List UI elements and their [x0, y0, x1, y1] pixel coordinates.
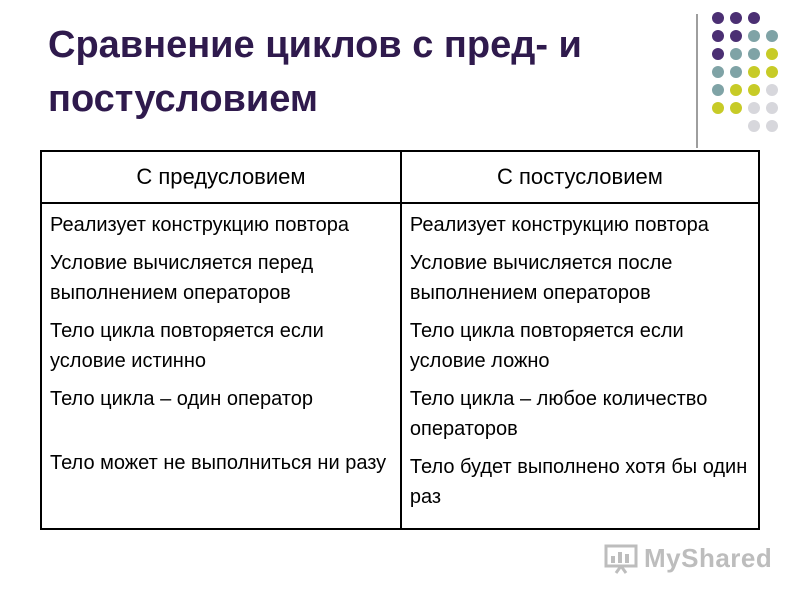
- decor-dot: [766, 48, 778, 60]
- decor-dot: [748, 120, 760, 132]
- table-row: [41, 203, 759, 529]
- logo-text: MyShared: [644, 542, 773, 573]
- list-item: Условие вычисляется после выполнением операторов: [409, 252, 673, 304]
- decor-dot: [766, 120, 778, 132]
- decor-dot: [712, 30, 724, 42]
- decor-dot: [748, 12, 760, 24]
- decor-dot: [766, 30, 778, 42]
- slide-title: Сравнение циклов с пред- и постусловием: [48, 24, 582, 120]
- decor-dot: [748, 48, 760, 60]
- column-pre-cell: [41, 203, 401, 529]
- decor-dot: [730, 66, 742, 78]
- decor-dot: [730, 12, 742, 24]
- column-header-pre: С предусловием: [41, 151, 401, 203]
- column-post-cell: [401, 203, 759, 529]
- decor-dot: [766, 102, 778, 114]
- list-item: Реализует конструкцию повтора: [409, 214, 709, 236]
- list-item: Тело цикла повторяется если условие ложно: [409, 320, 684, 372]
- list-item: Тело цикла – любое количество операторов: [409, 388, 708, 440]
- decor-dot: [712, 66, 724, 78]
- decor-dot: [712, 84, 724, 96]
- comparison-table: [40, 150, 760, 530]
- decor-dot: [748, 102, 760, 114]
- list-item: Реализует конструкцию повтора: [50, 214, 350, 236]
- list-item: Тело может не выполниться ни разу: [50, 452, 387, 474]
- decor-dot: [748, 84, 760, 96]
- decor-dot: [766, 84, 778, 96]
- myshared-logo: [604, 540, 774, 576]
- decor-dot: [712, 12, 724, 24]
- table-header-row: [41, 151, 759, 203]
- decor-dot: [712, 102, 724, 114]
- decor-dot: [730, 30, 742, 42]
- list-item: Тело будет выполнено хотя бы один раз: [409, 456, 748, 508]
- column-header-post: С постусловием: [401, 151, 759, 203]
- list-item: Тело цикла повторяется если условие истинно: [50, 320, 324, 372]
- list-item: Тело цикла – один оператор: [50, 388, 313, 410]
- decor-dot: [730, 84, 742, 96]
- decor-dot: [730, 102, 742, 114]
- decor-dot: [730, 48, 742, 60]
- decor-dot: [766, 66, 778, 78]
- decor-dot: [712, 48, 724, 60]
- list-item: Условие вычисляется перед выполнением операторов: [50, 252, 314, 304]
- decor-dot: [748, 30, 760, 42]
- decorative-dot-grid: [708, 12, 778, 132]
- spacer: [50, 422, 392, 448]
- title-divider-line: [696, 14, 698, 148]
- decor-dot: [748, 66, 760, 78]
- presentation-board-icon: [604, 542, 638, 574]
